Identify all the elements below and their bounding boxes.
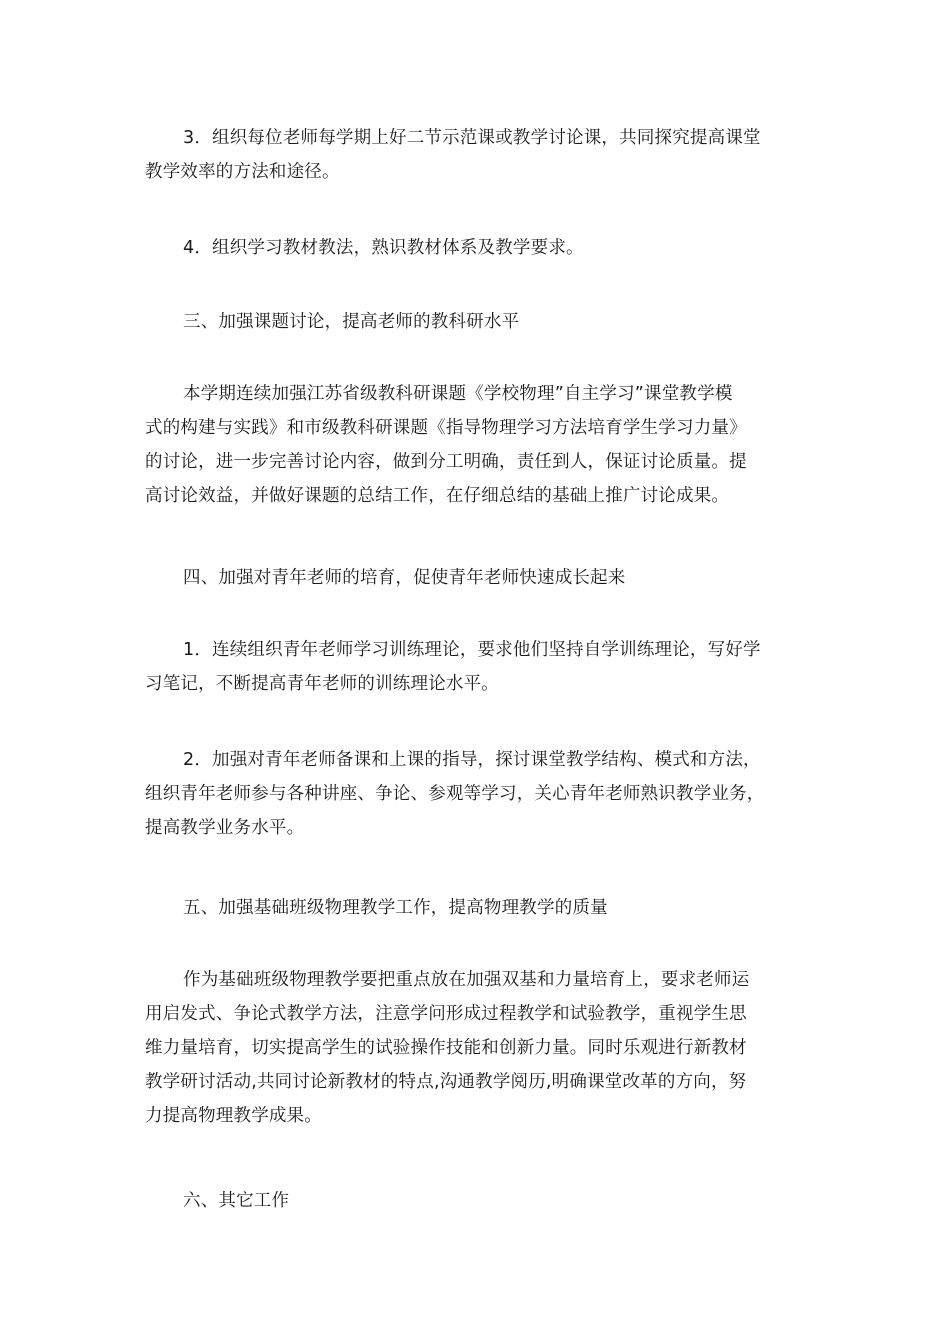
paragraph-basic xyxy=(145,963,815,1133)
text-line: 高讨论效益，并做好课题的总结工作，在仔细总结的基础上推广讨论成果。 xyxy=(145,486,730,506)
text-line: 4．组织学习教材教法，熟识教材体系及教学要求。 xyxy=(183,238,584,258)
paragraph-item-3 xyxy=(145,121,815,189)
text-line: 的讨论，进一步完善讨论内容，做到分工明确，责任到人，保证讨论质量。提 xyxy=(145,452,747,472)
paragraph-youth-1 xyxy=(145,633,815,701)
section-heading-4 xyxy=(145,561,815,595)
text-line: 式的构建与实践》和市级教科研课题《指导物理学习方法培育学生学习力量》 xyxy=(145,418,747,438)
paragraph-youth-2 xyxy=(145,743,815,845)
text-line: 力提高物理教学成果。 xyxy=(145,1106,322,1126)
text-line: 教学研讨活动,共同讨论新教材的特点,沟通教学阅历,明确课堂改革的方向，努 xyxy=(145,1072,747,1092)
text-line: 提高教学业务水平。 xyxy=(145,818,305,838)
section-heading-3 xyxy=(145,305,815,339)
text-line: 2．加强对青年老师备课和上课的指导，探讨课堂教学结构、模式和方法， xyxy=(183,750,761,770)
text-line: 3．组织每位老师每学期上好二节示范课或教学讨论课，共同探究提高课堂 xyxy=(183,128,761,148)
heading-text: 六、其它工作 xyxy=(183,1191,290,1211)
text-line: 维力量培育，切实提高学生的试验操作技能和创新力量。同时乐观进行新教材 xyxy=(145,1038,747,1058)
heading-text: 三、加强课题讨论，提高老师的教科研水平 xyxy=(183,312,520,332)
section-heading-6 xyxy=(145,1184,815,1218)
section-heading-5 xyxy=(145,891,815,925)
paragraph-research xyxy=(145,377,815,513)
text-line: 组织青年老师参与各种讲座、争论、参观等学习，关心青年老师熟识教学业务， xyxy=(145,784,765,804)
paragraph-item-4 xyxy=(145,231,815,265)
text-line: 作为基础班级物理教学要把重点放在加强双基和力量培育上，要求老师运 xyxy=(183,970,750,990)
text-line: 习笔记，不断提高青年老师的训练理论水平。 xyxy=(145,674,499,694)
text-line: 1．连续组织青年老师学习训练理论，要求他们坚持自学训练理论，写好学 xyxy=(183,640,761,660)
text-line: 本学期连续加强江苏省级教科研课题《学校物理”自主学习”课堂教学模 xyxy=(183,384,733,404)
text-line: 用启发式、争论式教学方法，注意学问形成过程教学和试验教学，重视学生思 xyxy=(145,1004,747,1024)
heading-text: 四、加强对青年老师的培育，促使青年老师快速成长起来 xyxy=(183,568,626,588)
text-line: 教学效率的方法和途径。 xyxy=(145,162,340,182)
heading-text: 五、加强基础班级物理教学工作，提高物理教学的质量 xyxy=(183,898,608,918)
